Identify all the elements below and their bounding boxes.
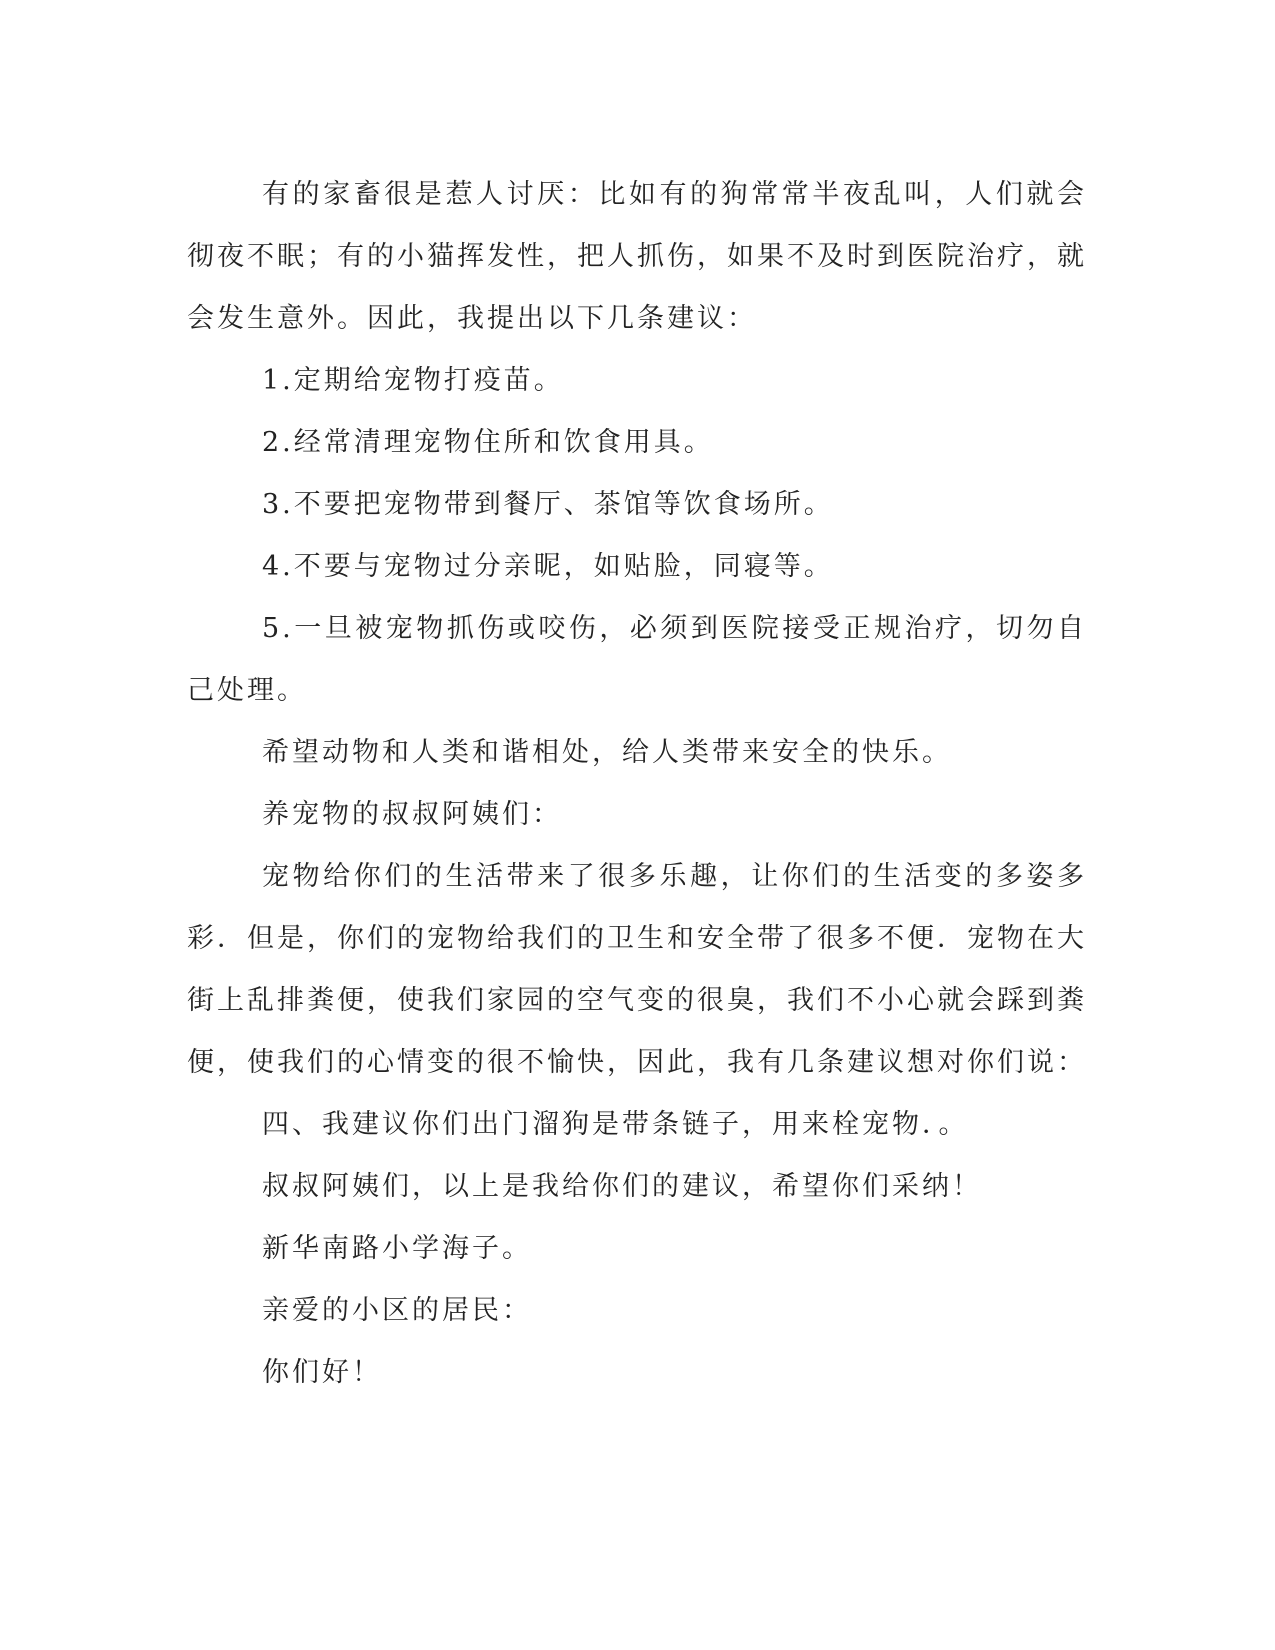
letter-salutation: 养宠物的叔叔阿姨们： [262, 799, 562, 830]
second-letter-salutation: 亲爱的小区的居民： [262, 1295, 532, 1326]
suggestion-four: 四、我建议你们出门溜狗是带条链子，用来栓宠物．。 [262, 1109, 969, 1140]
letter-signature: 新华南路小学海子。 [262, 1233, 532, 1264]
suggestion-item-2: 2.经常清理宠物住所和饮食用具。 [262, 427, 714, 458]
suggestion-item-5: 5.一旦被宠物抓伤或咬伤，必须到医院接受正规治疗，切勿自己处理。 [187, 613, 1087, 706]
suggestion-item-3: 3.不要把宠物带到餐厅、茶馆等饮食场所。 [262, 489, 834, 520]
suggestion-item-1: 1.定期给宠物打疫苗。 [262, 365, 564, 396]
paragraph-letter-body: 宠物给你们的生活带来了很多乐趣，让你们的生活变的多姿多彩．但是，你们的宠物给我们的卫生和安全带了很多不便．宠物在大街上乱排粪便，使我们家园的空气变的很臭，我们不小心就会踩到粪便，使我们的心情变的很不愉快，因此，我有几条建议想对你们说： [187, 861, 1087, 1078]
suggestion-item-4: 4.不要与宠物过分亲昵，如贴脸，同寝等。 [262, 551, 834, 582]
paragraph-hope: 希望动物和人类和谐相处，给人类带来安全的快乐。 [262, 737, 952, 768]
paragraph-closing: 叔叔阿姨们，以上是我给你们的建议，希望你们采纳！ [262, 1171, 982, 1202]
greeting: 你们好！ [262, 1357, 382, 1388]
document-body [187, 164, 1087, 1404]
paragraph-complaint: 有的家畜很是惹人讨厌：比如有的狗常常半夜乱叫，人们就会彻夜不眠；有的小猫挥发性，把人抓伤，如果不及时到医院治疗，就会发生意外。因此，我提出以下几条建议： [187, 179, 1087, 334]
